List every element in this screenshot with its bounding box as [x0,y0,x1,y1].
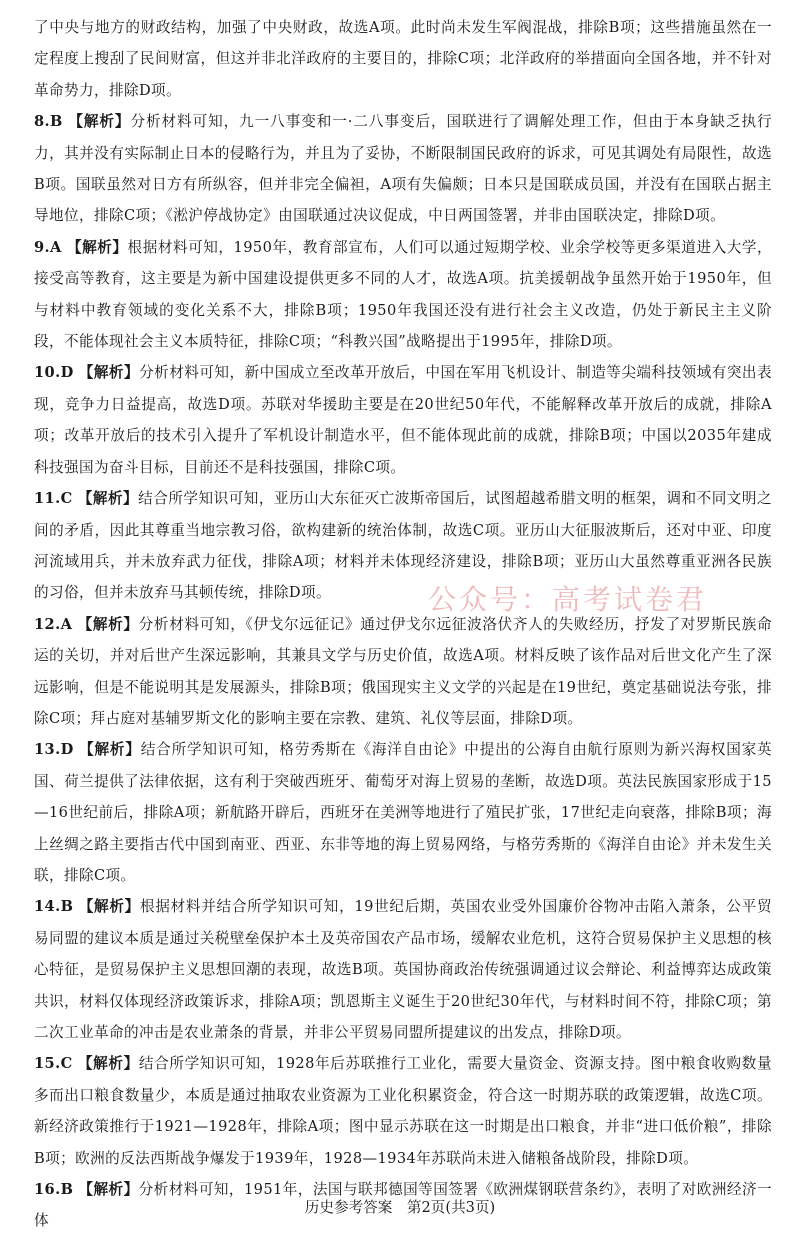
analysis-tag: 【解析】 [77,1055,139,1073]
question-number: 12.A [34,615,73,633]
question-number: 13.D [34,741,74,759]
question-number: 14.B [34,898,74,916]
analysis-text: 根据材料并结合所学知识可知，19世纪后期，英国农业受外国廉价谷物冲击陷入萧条，公平贸易同盟的建议本质是通过关税壁垒保护本土及英帝国农产品市场，缓解农业危机，这符合贸易保护主义思想的核心特征，是贸易保护主义思想回潮的表现，故选B项。英国协商政治传统强调通过议会辩论、利益博弈达成政策共识，材料仅体现经济政策诉求，排除A项；凯恩斯主义诞生于20世纪30年代，与材料时间不符，排除C项；第二次工业革命的冲击是农业萧条的背景，并非公平贸易同盟所提建议的出发点，排除D项。 [34,898,772,1041]
question-number: 10.D [34,364,74,382]
answer-item [34,609,772,735]
answer-item [34,891,772,1048]
analysis-tag: 【解析】 [78,898,140,916]
analysis-tag: 【解析】 [66,238,128,256]
answer-item [34,106,772,232]
analysis-tag: 【解析】 [79,741,141,759]
analysis-tag: 【解析】 [77,615,139,633]
intro-paragraph: 了中央与地方的财政结构，加强了中央财政，故选A项。此时尚未发生军阀混战，排除B项；这些措施虽然在一定程度上搜刮了民间财富，但这并非北洋政府的主要目的，排除C项；北洋政府的举措面向全国各地，并不针对革命势力，排除D项。 [34,19,772,99]
analysis-text: 结合所学知识可知，格劳秀斯在《海洋自由论》中提出的公海自由航行原则为新兴海权国家英国、荷兰提供了法律依据，这有利于突破西班牙、葡萄牙对海上贸易的垄断，故选D项。英法民族国家形成于15—16世纪前后，排除A项；新航路开辟后，西班牙在美洲等地进行了殖民扩张，17世纪走向衰落，排除B项；海上丝绸之路主要指古代中国到南亚、西亚、东非等地的海上贸易网络，与格劳秀斯的《海洋自由论》并未发生关联，排除C项。 [34,741,772,884]
page-footer: 历史参考答案 第2页(共3页) [304,1199,496,1216]
analysis-tag: 【解析】 [78,1181,139,1199]
analysis-text: 分析材料可知，1951年，法国与联邦德国等国签署《欧洲煤钢联营条约》，表明了对欧洲经济一体 [34,1181,772,1230]
analysis-text: 分析材料可知，新中国成立至改革开放后，中国在军用飞机设计、制造等尖端科技领域有突出表现，竞争力日益提高，故选D项。苏联对华援助主要是在20世纪50年代，不能解释改革开放后的成就，排除A项；改革开放后的技术引入提升了军机设计制造水平，但不能体现此前的成就，排除B项；中国以2035年建成科技强国为奋斗目标，目前还不是科技强国，排除C项。 [34,364,772,476]
analysis-text: 结合所学知识可知，1928年后苏联推行工业化，需要大量资金、资源支持。图中粮食收购数量多而出口粮食数量少，本质是通过抽取农业资源为工业化积累资金，符合这一时期苏联的政策逻辑，故选C项。新经济政策推行于1921—1928年，排除A项；图中显示苏联在这一时期是出口粮食，并非“进口低价粮”，排除B项；欧洲的反法西斯战争爆发于1939年，1928—1934年苏联尚未进入储粮备战阶段，排除D项。 [34,1055,772,1167]
analysis-text: 分析材料可知，《伊戈尔远征记》通过伊戈尔远征波洛伏齐人的失败经历，抒发了对罗斯民族命运的关切，并对后世产生深远影响，其兼具文学与历史价值，故选A项。材料反映了该作品对后世文化产生了深远影响，但是不能说明其是发展源头，排除B项；俄国现实主义文学的兴起是在19世纪，奠定基础说法夸张，排除C项；拜占庭对基辅罗斯文化的影响主要在宗教、建筑、礼仪等层面，排除D项。 [34,615,772,727]
watermark-text: 公众号：高考试卷君 [428,583,708,616]
answer-item [34,232,772,358]
answer-item [34,357,772,483]
analysis-text: 分析材料可知，九一八事变和一·二八事变后，国联进行了调解处理工作，但由于本身缺乏执行力，其并没有实际制止日本的侵略行为，并且为了妥协，不断限制国民政府的诉求，可见其调处有局限性，故选B项。国联虽然对日方有所纵容，但并非完全偏袒，A项有失偏颇；日本只是国联成员国，并没有在国联占据主导地位，排除C项；《淞沪停战协定》由国联通过决议促成，中日两国签署，并非由国联决定，排除D项。 [34,113,772,225]
question-number: 8.B [34,113,63,131]
answer-item [34,483,772,609]
answer-item [34,1048,772,1174]
answer-item [34,734,772,891]
question-number: 11.C [34,490,73,508]
question-number: 9.A [34,238,62,256]
analysis-tag: 【解析】 [78,364,140,382]
analysis-tag: 【解析】 [68,113,131,131]
question-number: 16.B [34,1181,74,1199]
answer-page [34,12,772,1237]
question-number: 15.C [34,1055,73,1073]
analysis-text: 根据材料可知，1950年，教育部宣布，人们可以通过短期学校、业余学校等更多渠道进入大学，接受高等教育，这主要是为新中国建设提供更多不同的人才，故选A项。抗美援朝战争虽然开始于1950年，但与材料中教育领域的变化关系不大，排除B项；1950年我国还没有进行社会主义改造，仍处于新民主主义阶段，不能体现社会主义本质特征，排除C项；“科教兴国”战略提出于1995年，排除D项。 [34,238,772,351]
analysis-text: 结合所学知识可知，亚历山大东征灭亡波斯帝国后，试图超越希腊文明的框架，调和不同文明之间的矛盾，因此其尊重当地宗教习俗，欲构建新的统治体制，故选C项。亚历山大征服波斯后，还对中亚、印度河流域用兵，并未放弃武力征伐，排除A项；材料并未体现经济建设，排除B项；亚历山大虽然尊重亚洲各民族的习俗，但并未放弃马其顿传统，排除D项。 [34,490,772,602]
analysis-tag: 【解析】 [77,490,139,508]
answer-list [34,106,772,1237]
